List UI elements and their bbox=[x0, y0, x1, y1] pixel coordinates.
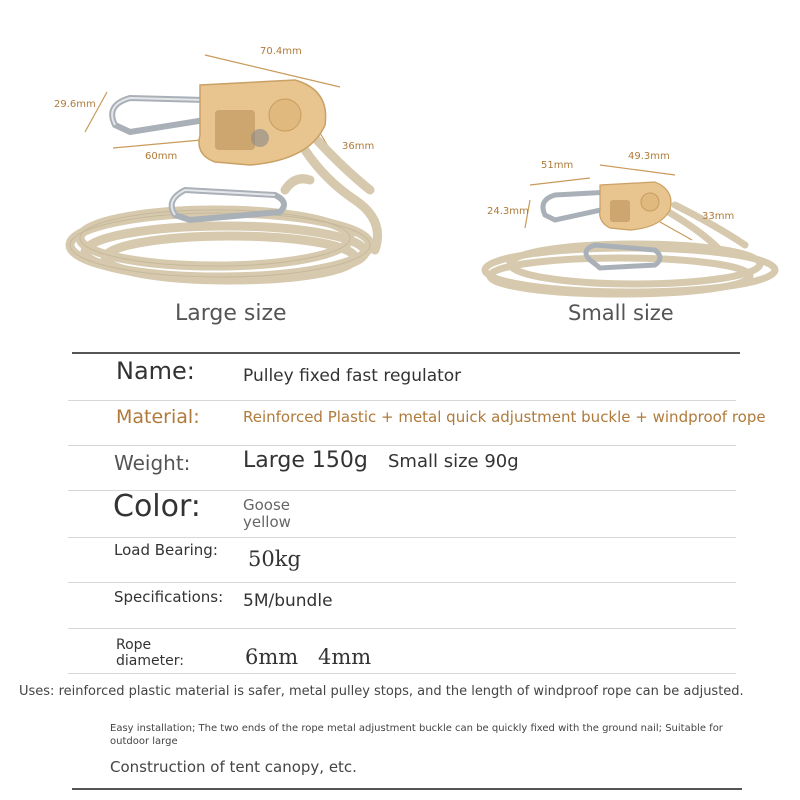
small-dim-top-left: 51mm bbox=[541, 160, 574, 171]
weight-label: Weight: bbox=[114, 451, 191, 475]
name-label: Name: bbox=[116, 357, 195, 385]
row-divider bbox=[68, 537, 736, 538]
small-dim-top-right: 49.3mm bbox=[628, 151, 670, 162]
material-value: Reinforced Plastic + metal quick adjustment buckle + windproof rope bbox=[243, 408, 766, 426]
row-divider bbox=[68, 673, 736, 674]
large-dim-right: 36mm bbox=[342, 141, 375, 152]
color-value-line1: Goose bbox=[243, 496, 291, 514]
name-value: Pulley fixed fast regulator bbox=[243, 366, 462, 386]
rope-diameter-value-4mm: 4mm bbox=[318, 645, 372, 669]
color-label: Color: bbox=[113, 489, 201, 524]
installation-note-line2: outdoor large bbox=[110, 736, 178, 747]
large-dim-top: 70.4mm bbox=[260, 46, 302, 57]
rope-diameter-label-line2: diameter: bbox=[116, 653, 184, 669]
table-top-divider bbox=[72, 352, 740, 354]
weight-large-value: Large 150g bbox=[243, 448, 368, 473]
small-pulley-illustration bbox=[470, 150, 790, 320]
large-pulley-illustration bbox=[55, 40, 405, 300]
specifications-value: 5M/bundle bbox=[243, 591, 333, 611]
construction-note: Construction of tent canopy, etc. bbox=[110, 758, 357, 776]
rope-diameter-value-6mm: 6mm bbox=[245, 645, 299, 669]
large-dim-left: 29.6mm bbox=[54, 99, 96, 110]
weight-small-value: Small size 90g bbox=[388, 451, 519, 472]
rope-diameter-label-line1: Rope bbox=[116, 637, 152, 653]
uses-note: Uses: reinforced plastic material is safer, metal pulley stops, and the length of windproof rope can be adjusted. bbox=[19, 684, 744, 699]
bottom-divider bbox=[72, 788, 742, 790]
load-bearing-value: 50kg bbox=[248, 547, 301, 571]
large-product-image bbox=[55, 40, 405, 300]
large-size-caption: Large size bbox=[175, 301, 287, 326]
row-divider bbox=[68, 628, 736, 629]
color-value-line2: yellow bbox=[243, 513, 291, 531]
specifications-label: Specifications: bbox=[114, 588, 224, 606]
load-bearing-label: Load Bearing: bbox=[114, 541, 218, 559]
row-divider bbox=[68, 582, 736, 583]
material-label: Material: bbox=[116, 406, 200, 428]
small-dim-right: 33mm bbox=[702, 211, 735, 222]
installation-note-line1: Easy installation; The two ends of the rope metal adjustment buckle can be quickly fixed with the ground nail; Suitable for bbox=[110, 723, 723, 734]
row-divider bbox=[68, 445, 736, 446]
small-product-image bbox=[470, 150, 790, 320]
small-dim-left: 24.3mm bbox=[487, 206, 529, 217]
row-divider bbox=[68, 400, 736, 401]
small-size-caption: Small size bbox=[568, 301, 674, 325]
large-dim-bottom: 60mm bbox=[145, 151, 178, 162]
